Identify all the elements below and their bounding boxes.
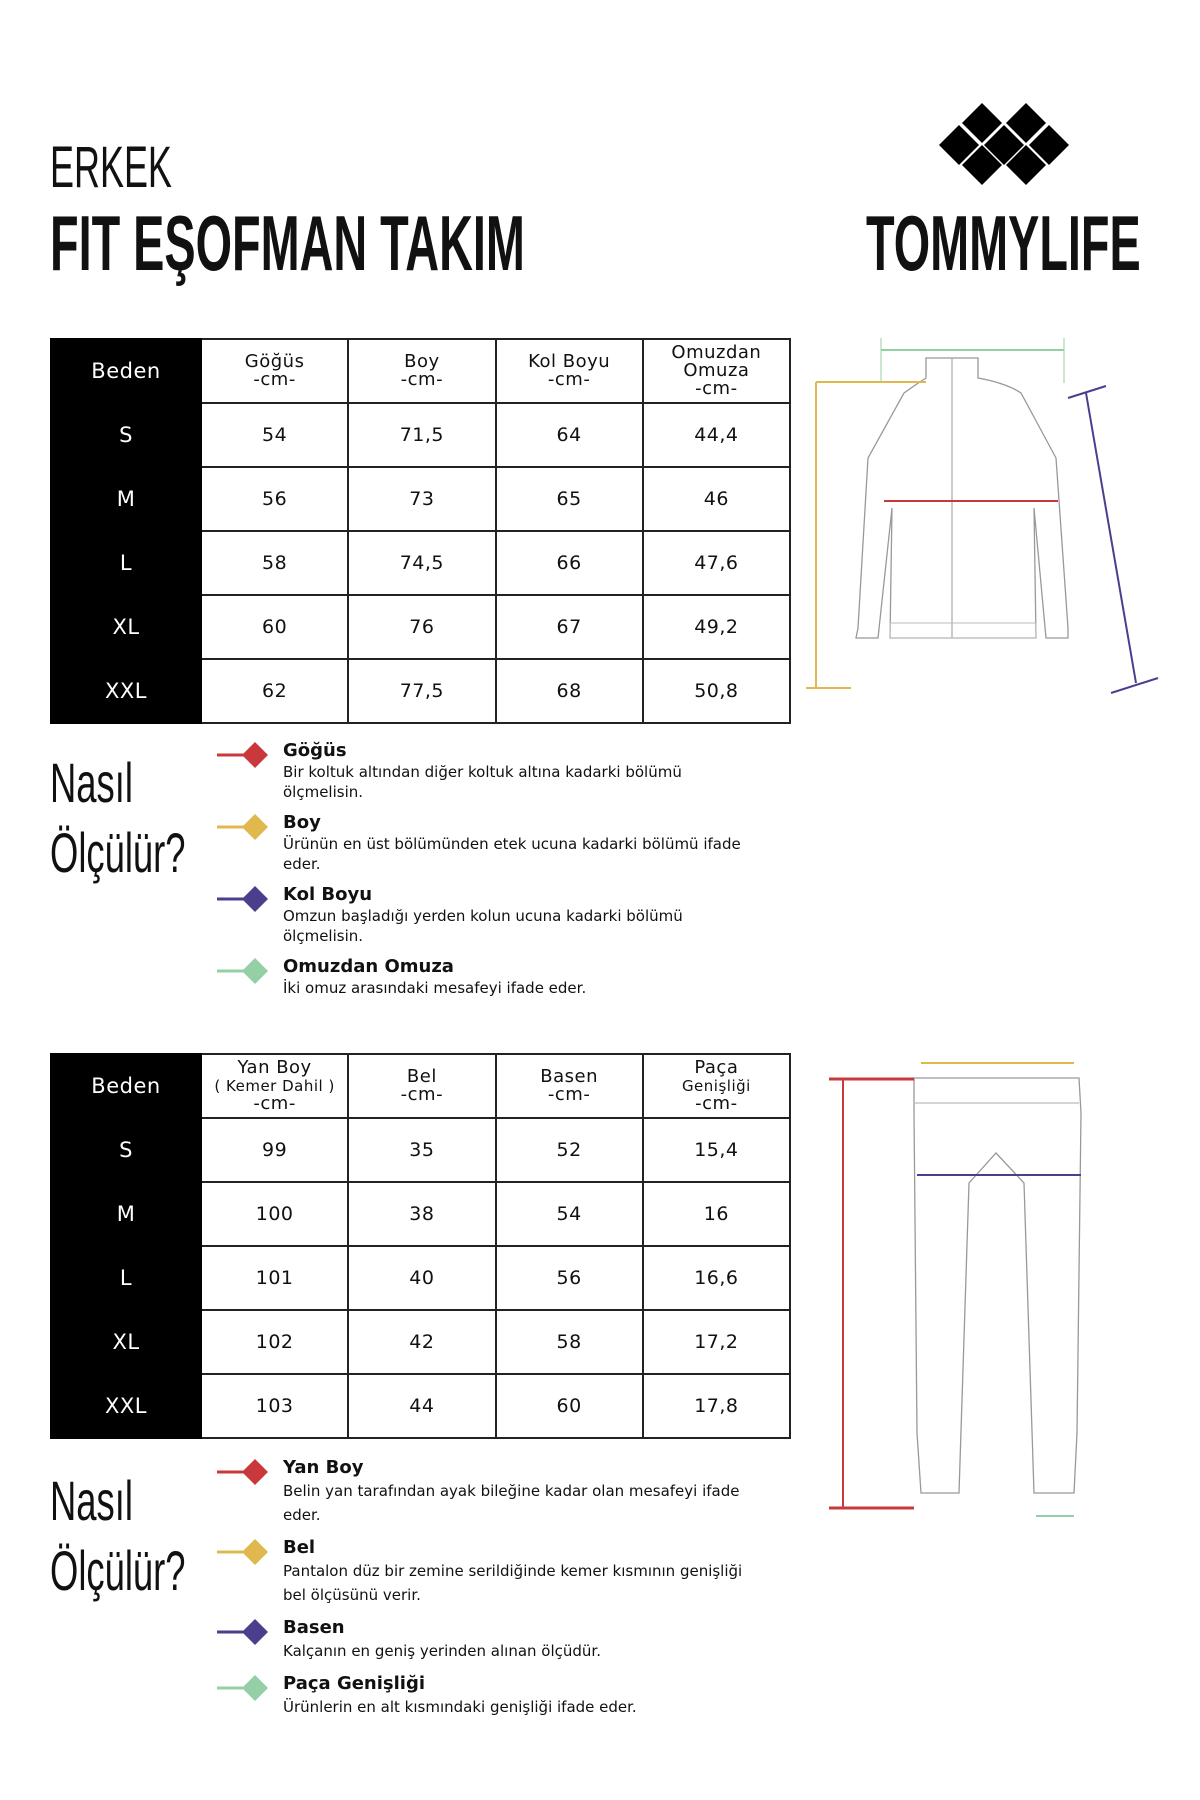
brand-logo: TOMMYLIFE [866, 199, 1141, 287]
header-line: Yan Boy [237, 1057, 312, 1078]
legend-item [217, 884, 777, 946]
legend-item [217, 1617, 777, 1663]
size-cell: M [51, 467, 201, 531]
diamond-marker-icon [217, 1619, 277, 1645]
bottom-legend [217, 1457, 777, 1729]
value-cell: 47,6 [643, 531, 790, 595]
header-line: -cm- [253, 369, 296, 390]
value-cell: 101 [201, 1246, 348, 1310]
diamond-marker-icon [217, 1675, 277, 1701]
column-header [643, 1054, 790, 1118]
brand-logo-icon [939, 103, 1069, 185]
header-line: Genişliği [681, 1077, 751, 1095]
pants-diagram [829, 1053, 1089, 1523]
top-size-table [50, 338, 791, 724]
size-cell: XL [51, 595, 201, 659]
table-row [51, 659, 790, 723]
table-row [51, 467, 790, 531]
value-cell: 44,4 [643, 403, 790, 467]
header-line: -cm- [547, 369, 591, 390]
value-cell: 56 [201, 467, 348, 531]
legend-item [217, 956, 777, 998]
legend-item [217, 1673, 777, 1719]
legend-title: Yan Boy [283, 1457, 364, 1478]
header-line: Kol Boyu [528, 351, 611, 372]
value-cell: 66 [496, 531, 643, 595]
size-cell: XXL [51, 659, 201, 723]
legend-title: Basen [283, 1617, 345, 1638]
column-header [348, 339, 495, 403]
header-line: Paça [694, 1057, 739, 1078]
legend-description: Bir koltuk altından diğer koltuk altına kadarki bölümü ölçmelisin. [283, 763, 682, 801]
header-line: -cm- [695, 1093, 738, 1114]
legend-description: Omzun başladığı yerden kolun ucuna kadarki bölümü ölçmelisin. [283, 907, 683, 945]
header-line: Göğüs [244, 351, 305, 372]
value-cell: 73 [348, 467, 495, 531]
value-cell: 99 [201, 1118, 348, 1182]
value-cell: 50,8 [643, 659, 790, 723]
legend-description: Belin yan tarafından ayak bileğine kadar olan mesafeyi ifade eder. [283, 1482, 740, 1524]
subtitle: ERKEK [50, 135, 172, 200]
column-header [201, 339, 348, 403]
size-cell: L [51, 531, 201, 595]
header-size: Beden [51, 339, 201, 403]
table-row [51, 595, 790, 659]
how-to-measure-heading [50, 748, 186, 888]
value-cell: 74,5 [348, 531, 495, 595]
legend-title: Göğüs [283, 740, 347, 761]
legend-title: Omuzdan Omuza [283, 956, 454, 977]
value-cell: 58 [496, 1310, 643, 1374]
jacket-diagram [806, 338, 1186, 698]
header-line: Basen [540, 1066, 598, 1087]
value-cell: 100 [201, 1182, 348, 1246]
value-cell: 54 [496, 1182, 643, 1246]
value-cell: 54 [201, 403, 348, 467]
diamond-marker-icon [217, 742, 277, 768]
legend-description: İki omuz arasındaki mesafeyi ifade eder. [283, 979, 587, 997]
legend-item [217, 812, 777, 874]
value-cell: 46 [643, 467, 790, 531]
value-cell: 65 [496, 467, 643, 531]
size-cell: XXL [51, 1374, 201, 1438]
header-line: -cm- [695, 378, 738, 399]
table-row [51, 1310, 790, 1374]
column-header [201, 1054, 348, 1118]
value-cell: 44 [348, 1374, 495, 1438]
header-line: -cm- [400, 1084, 444, 1105]
value-cell: 35 [348, 1118, 495, 1182]
how-to-measure-heading [50, 1466, 186, 1606]
table-row [51, 403, 790, 467]
diamond-marker-icon [217, 958, 277, 984]
value-cell: 60 [496, 1374, 643, 1438]
value-cell: 49,2 [643, 595, 790, 659]
header-line: -cm- [547, 1084, 591, 1105]
value-cell: 76 [348, 595, 495, 659]
page-title: FIT EŞOFMAN TAKIM [50, 199, 525, 287]
legend-title: Bel [283, 1537, 316, 1558]
legend-description: Ürünün en üst bölümünden etek ucuna kadarki bölümü ifade eder. [283, 835, 741, 873]
legend-item [217, 1457, 777, 1527]
header-line: Omuza [683, 360, 750, 381]
value-cell: 52 [496, 1118, 643, 1182]
table-row [51, 1118, 790, 1182]
diamond-marker-icon [217, 886, 277, 912]
value-cell: 56 [496, 1246, 643, 1310]
legend-title: Kol Boyu [283, 884, 373, 905]
heading-line: Ölçülür? [50, 821, 186, 884]
legend-title: Boy [283, 812, 321, 833]
column-header [643, 339, 790, 403]
value-cell: 15,4 [643, 1118, 790, 1182]
value-cell: 16 [643, 1182, 790, 1246]
header-row [51, 339, 790, 403]
value-cell: 40 [348, 1246, 495, 1310]
legend-description: Pantalon düz bir zemine serildiğinde kemer kısmının genişliği bel ölçüsünü verir. [283, 1562, 743, 1604]
size-cell: XL [51, 1310, 201, 1374]
header-line: Boy [404, 351, 440, 372]
value-cell: 16,6 [643, 1246, 790, 1310]
top-legend [217, 740, 777, 1008]
header-line: Omuzdan [671, 342, 762, 363]
table-row [51, 1246, 790, 1310]
value-cell: 64 [496, 403, 643, 467]
legend-description: Ürünlerin en alt kısmındaki genişliği ifade eder. [283, 1698, 637, 1716]
value-cell: 58 [201, 531, 348, 595]
bottom-size-table [50, 1053, 791, 1439]
legend-title: Paça Genişliği [283, 1673, 426, 1694]
heading-line: Nasıl [50, 751, 133, 814]
value-cell: 17,2 [643, 1310, 790, 1374]
value-cell: 67 [496, 595, 643, 659]
size-cell: S [51, 403, 201, 467]
column-header [348, 1054, 495, 1118]
header-line: Bel [406, 1066, 437, 1087]
value-cell: 62 [201, 659, 348, 723]
column-header [496, 339, 643, 403]
header-row [51, 1054, 790, 1118]
table-row [51, 1182, 790, 1246]
size-cell: L [51, 1246, 201, 1310]
diamond-marker-icon [217, 814, 277, 840]
value-cell: 17,8 [643, 1374, 790, 1438]
header-line: ( Kemer Dahil ) [214, 1077, 335, 1095]
column-header [496, 1054, 643, 1118]
size-cell: S [51, 1118, 201, 1182]
header-line: -cm- [253, 1093, 296, 1114]
value-cell: 38 [348, 1182, 495, 1246]
table-row [51, 1374, 790, 1438]
value-cell: 68 [496, 659, 643, 723]
legend-description: Kalçanın en geniş yerinden alınan ölçüdür. [283, 1642, 601, 1660]
size-cell: M [51, 1182, 201, 1246]
heading-line: Nasıl [50, 1469, 133, 1532]
legend-item [217, 740, 777, 802]
legend-item [217, 1537, 777, 1607]
diamond-marker-icon [217, 1539, 277, 1565]
value-cell: 77,5 [348, 659, 495, 723]
header-line: -cm- [400, 369, 444, 390]
heading-line: Ölçülür? [50, 1539, 186, 1602]
value-cell: 42 [348, 1310, 495, 1374]
value-cell: 60 [201, 595, 348, 659]
header-size: Beden [51, 1054, 201, 1118]
diamond-marker-icon [217, 1459, 277, 1485]
value-cell: 102 [201, 1310, 348, 1374]
value-cell: 71,5 [348, 403, 495, 467]
value-cell: 103 [201, 1374, 348, 1438]
table-row [51, 531, 790, 595]
